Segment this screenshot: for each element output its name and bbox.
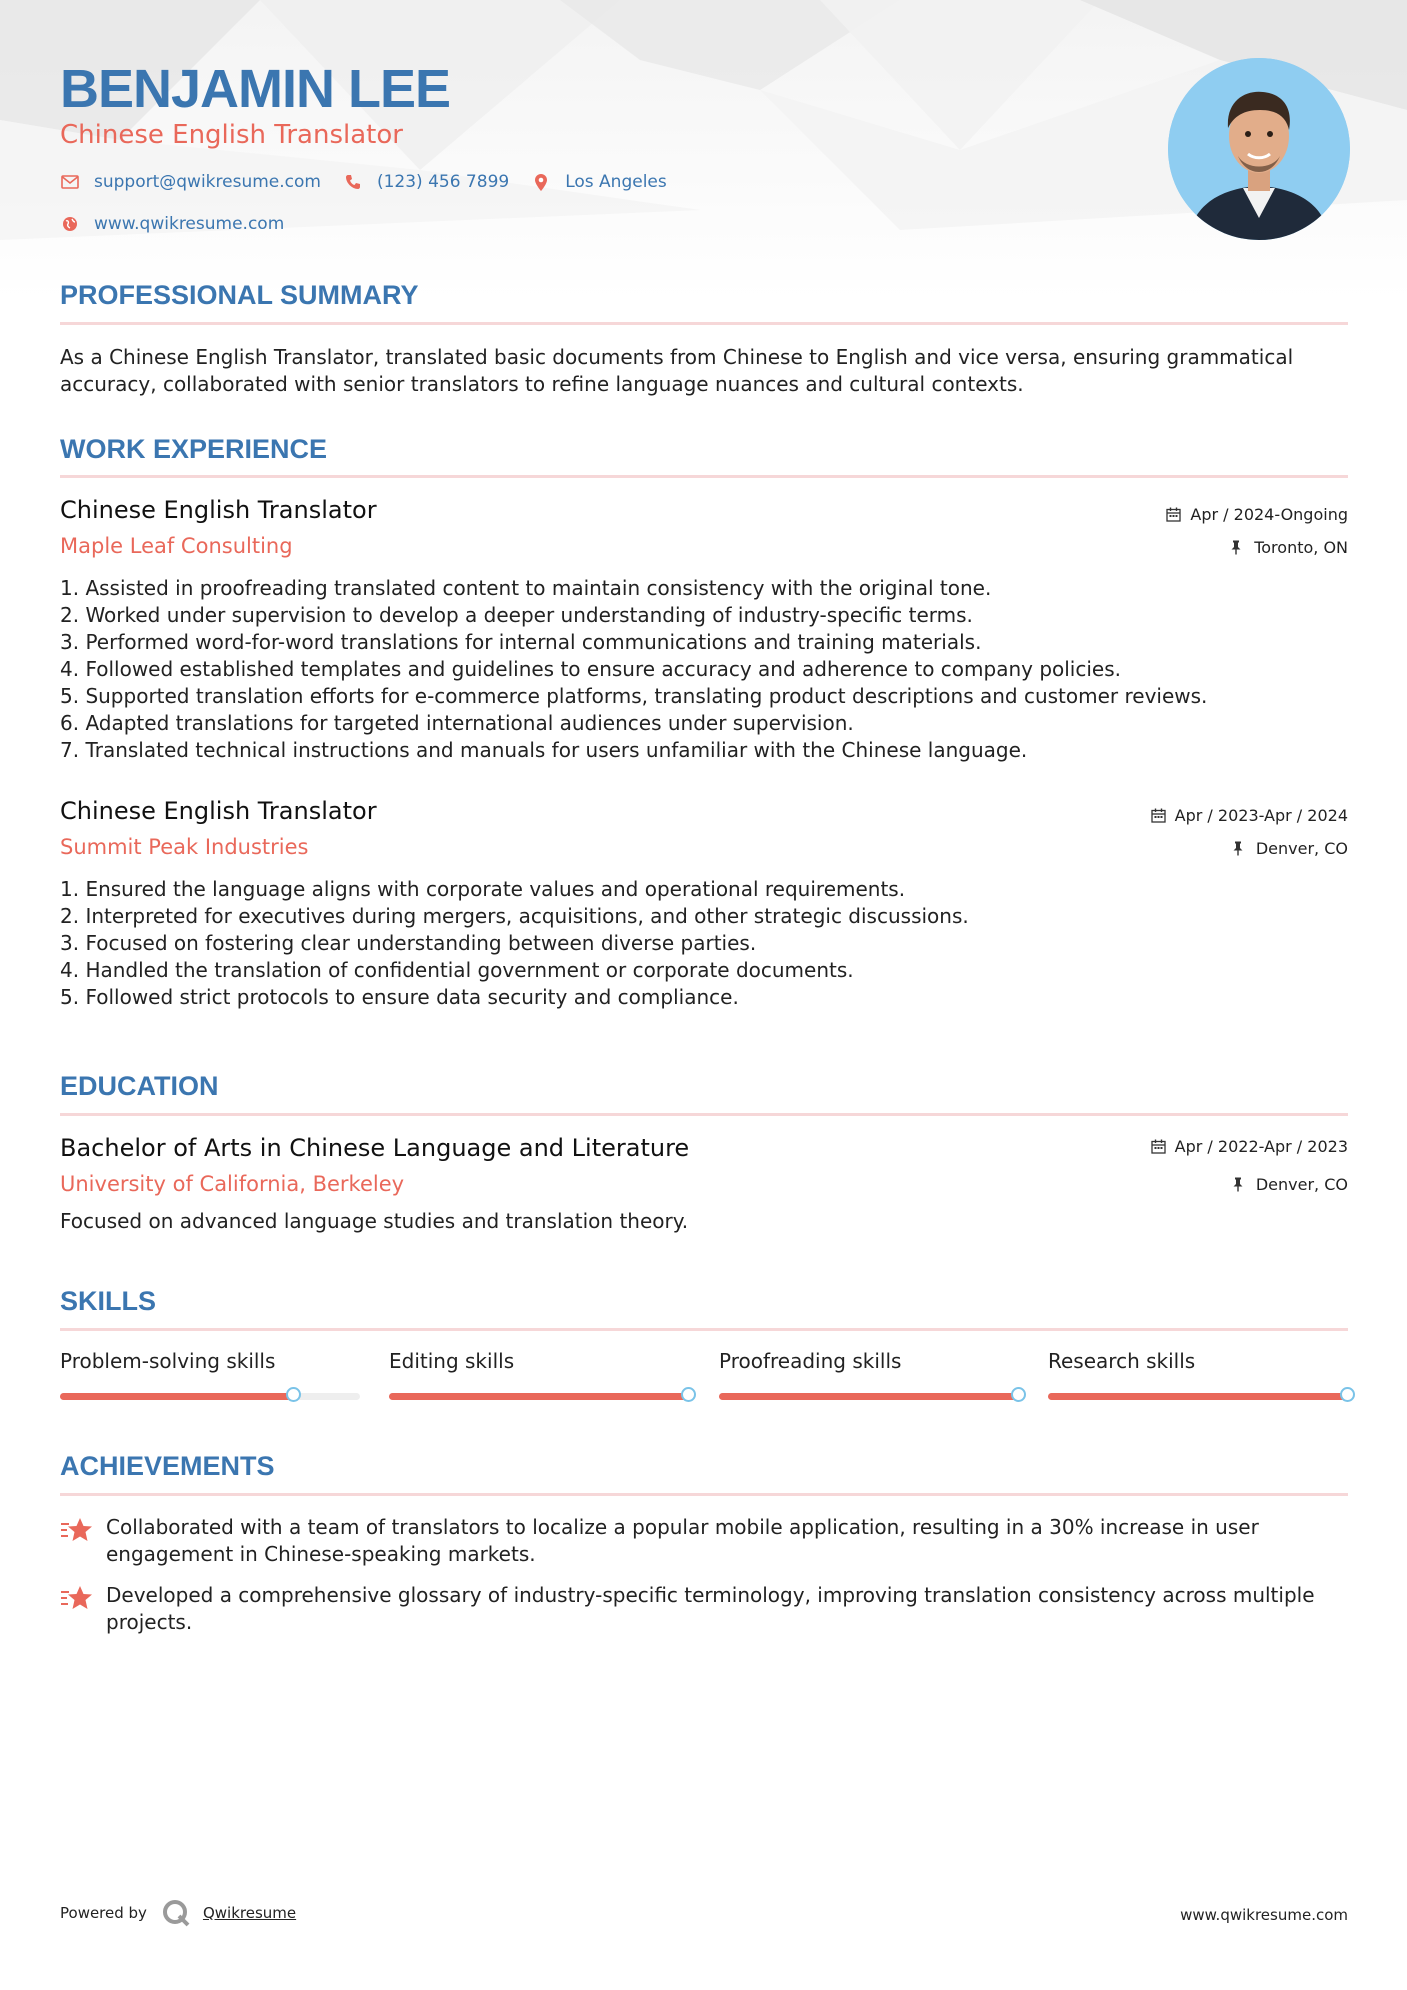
star-badge-icon — [60, 1584, 94, 1614]
job-dates — [1151, 806, 1348, 825]
pushpin-icon — [1232, 1177, 1248, 1193]
achievements-divider — [60, 1493, 1348, 1496]
skills-heading: SKILLS — [60, 1286, 157, 1316]
profile-photo — [1168, 58, 1350, 240]
job-location-text: Denver, CO — [1255, 839, 1348, 858]
person-avatar-icon — [1168, 58, 1350, 240]
experience-heading: WORK EXPERIENCE — [60, 434, 328, 464]
skill-label: Research skills — [1048, 1349, 1196, 1373]
list-item: 4. Handled the translation of confidential government or corporate documents. — [60, 958, 854, 982]
company-name: Summit Peak Industries — [60, 835, 309, 859]
skills-divider — [60, 1328, 1348, 1331]
skill-level-track — [60, 1393, 360, 1400]
pushpin-icon — [1232, 841, 1248, 857]
skill-level-knob — [1340, 1387, 1355, 1402]
footer-website[interactable]: www.qwikresume.com — [1180, 1906, 1348, 1924]
calendar-icon — [1151, 808, 1167, 824]
education-description: Focused on advanced language studies and translation theory. — [60, 1209, 689, 1233]
education-dates — [1151, 1137, 1348, 1156]
skill-label: Proofreading skills — [719, 1349, 902, 1373]
education-divider — [60, 1113, 1348, 1116]
skill-level-knob — [681, 1387, 696, 1402]
skill-research — [1048, 1349, 1348, 1400]
achievement-text: Collaborated with a team of translators to localize a popular mobile application, resulting in a 30% increase in user engagement in Chinese-speaking markets. — [106, 1515, 1259, 1566]
education-dates-text: Apr / 2022-Apr / 2023 — [1174, 1137, 1348, 1156]
list-item: 1. Ensured the language aligns with corporate values and operational requirements. — [60, 877, 906, 901]
skill-label: Problem-solving skills — [60, 1349, 276, 1373]
contact-phone[interactable] — [343, 172, 509, 192]
list-item: 7. Translated technical instructions and manuals for users unfamiliar with the Chinese language. — [60, 738, 1028, 762]
list-item: 2. Worked under supervision to develop a deeper understanding of industry-specific terms. — [60, 603, 973, 627]
company-name: Maple Leaf Consulting — [60, 534, 293, 558]
degree-title: Bachelor of Arts in Chinese Language and Literature — [60, 1134, 690, 1162]
contact-website[interactable] — [60, 214, 284, 234]
experience-divider — [60, 475, 1348, 478]
phone-text: (123) 456 7899 — [376, 172, 510, 192]
summary-heading: PROFESSIONAL SUMMARY — [60, 280, 419, 310]
skill-problem-solving — [60, 1349, 360, 1400]
powered-by-label: Powered by — [60, 1904, 147, 1922]
contact-email[interactable] — [60, 172, 321, 192]
job-title: Chinese English Translator — [60, 496, 377, 524]
email-text: support@qwikresume.com — [94, 172, 321, 192]
skill-level-track — [389, 1393, 689, 1400]
phone-icon — [343, 172, 363, 192]
education-location — [1232, 1175, 1348, 1194]
pushpin-icon — [1230, 540, 1246, 556]
website-text: www.qwikresume.com — [94, 214, 285, 234]
list-item: 6. Adapted translations for targeted international audiences under supervision. — [60, 711, 854, 735]
skill-level-fill — [389, 1393, 689, 1400]
job-location — [1230, 538, 1348, 557]
map-pin-icon — [531, 172, 551, 192]
summary-divider — [60, 322, 1348, 325]
list-item: 2. Interpreted for executives during mergers, acquisitions, and other strategic discussions. — [60, 904, 969, 928]
brand-link[interactable]: Qwikresume — [202, 1904, 297, 1922]
contact-location — [531, 172, 667, 192]
job-location — [1232, 839, 1348, 858]
globe-icon — [60, 214, 80, 234]
skill-level-knob — [286, 1387, 301, 1402]
candidate-name: BENJAMIN LEE — [60, 59, 451, 119]
footer-powered-by — [60, 1898, 296, 1928]
contact-row-primary — [60, 172, 689, 192]
skill-level-fill — [719, 1393, 1019, 1400]
school-name: University of California, Berkeley — [60, 1172, 405, 1196]
envelope-icon — [60, 172, 80, 192]
job-bullet-list — [60, 575, 1348, 764]
job-location-text: Toronto, ON — [1254, 538, 1348, 557]
skill-proofreading — [719, 1349, 1019, 1400]
star-badge-icon — [60, 1516, 94, 1546]
contact-row-secondary — [60, 214, 306, 234]
skill-label: Editing skills — [389, 1349, 515, 1373]
skill-level-fill — [1048, 1393, 1348, 1400]
achievement-item — [60, 1582, 1348, 1636]
skill-level-track — [719, 1393, 1019, 1400]
achievement-item — [60, 1514, 1348, 1568]
education-location-text: Denver, CO — [1255, 1175, 1348, 1194]
list-item: 5. Supported translation efforts for e-commerce platforms, translating product descriptions and customer reviews. — [60, 684, 1208, 708]
qwikresume-logo-icon — [161, 1898, 191, 1928]
job-dates-text: Apr / 2024-Ongoing — [1190, 505, 1348, 524]
list-item: 5. Followed strict protocols to ensure data security and compliance. — [60, 985, 739, 1009]
candidate-role: Chinese English Translator — [60, 120, 403, 150]
education-heading: EDUCATION — [60, 1071, 219, 1101]
achievements-heading: ACHIEVEMENTS — [60, 1451, 275, 1481]
skill-level-knob — [1011, 1387, 1026, 1402]
job-title: Chinese English Translator — [60, 797, 377, 825]
calendar-icon — [1151, 1139, 1167, 1155]
skill-level-fill — [60, 1393, 294, 1400]
list-item: 4. Followed established templates and guidelines to ensure accuracy and adherence to company policies. — [60, 657, 1121, 681]
list-item: 3. Focused on fostering clear understanding between diverse parties. — [60, 931, 757, 955]
job-dates — [1166, 505, 1348, 524]
job-dates-text: Apr / 2023-Apr / 2024 — [1174, 806, 1348, 825]
summary-text: As a Chinese English Translator, translated basic documents from Chinese to English and vice versa, ensuring grammatical accuracy, collaborated with senior translators to refine language nuances and cultural contexts. — [60, 345, 1294, 396]
list-item: 1. Assisted in proofreading translated content to maintain consistency with the original tone. — [60, 576, 992, 600]
achievement-text: Developed a comprehensive glossary of industry-specific terminology, improving translation consistency across multiple projects. — [106, 1583, 1315, 1634]
skill-level-track — [1048, 1393, 1348, 1400]
location-text: Los Angeles — [565, 172, 667, 192]
calendar-icon — [1166, 507, 1182, 523]
list-item: 3. Performed word-for-word translations for internal communications and training materials. — [60, 630, 982, 654]
job-bullet-list — [60, 876, 1348, 1011]
skill-editing — [389, 1349, 689, 1400]
